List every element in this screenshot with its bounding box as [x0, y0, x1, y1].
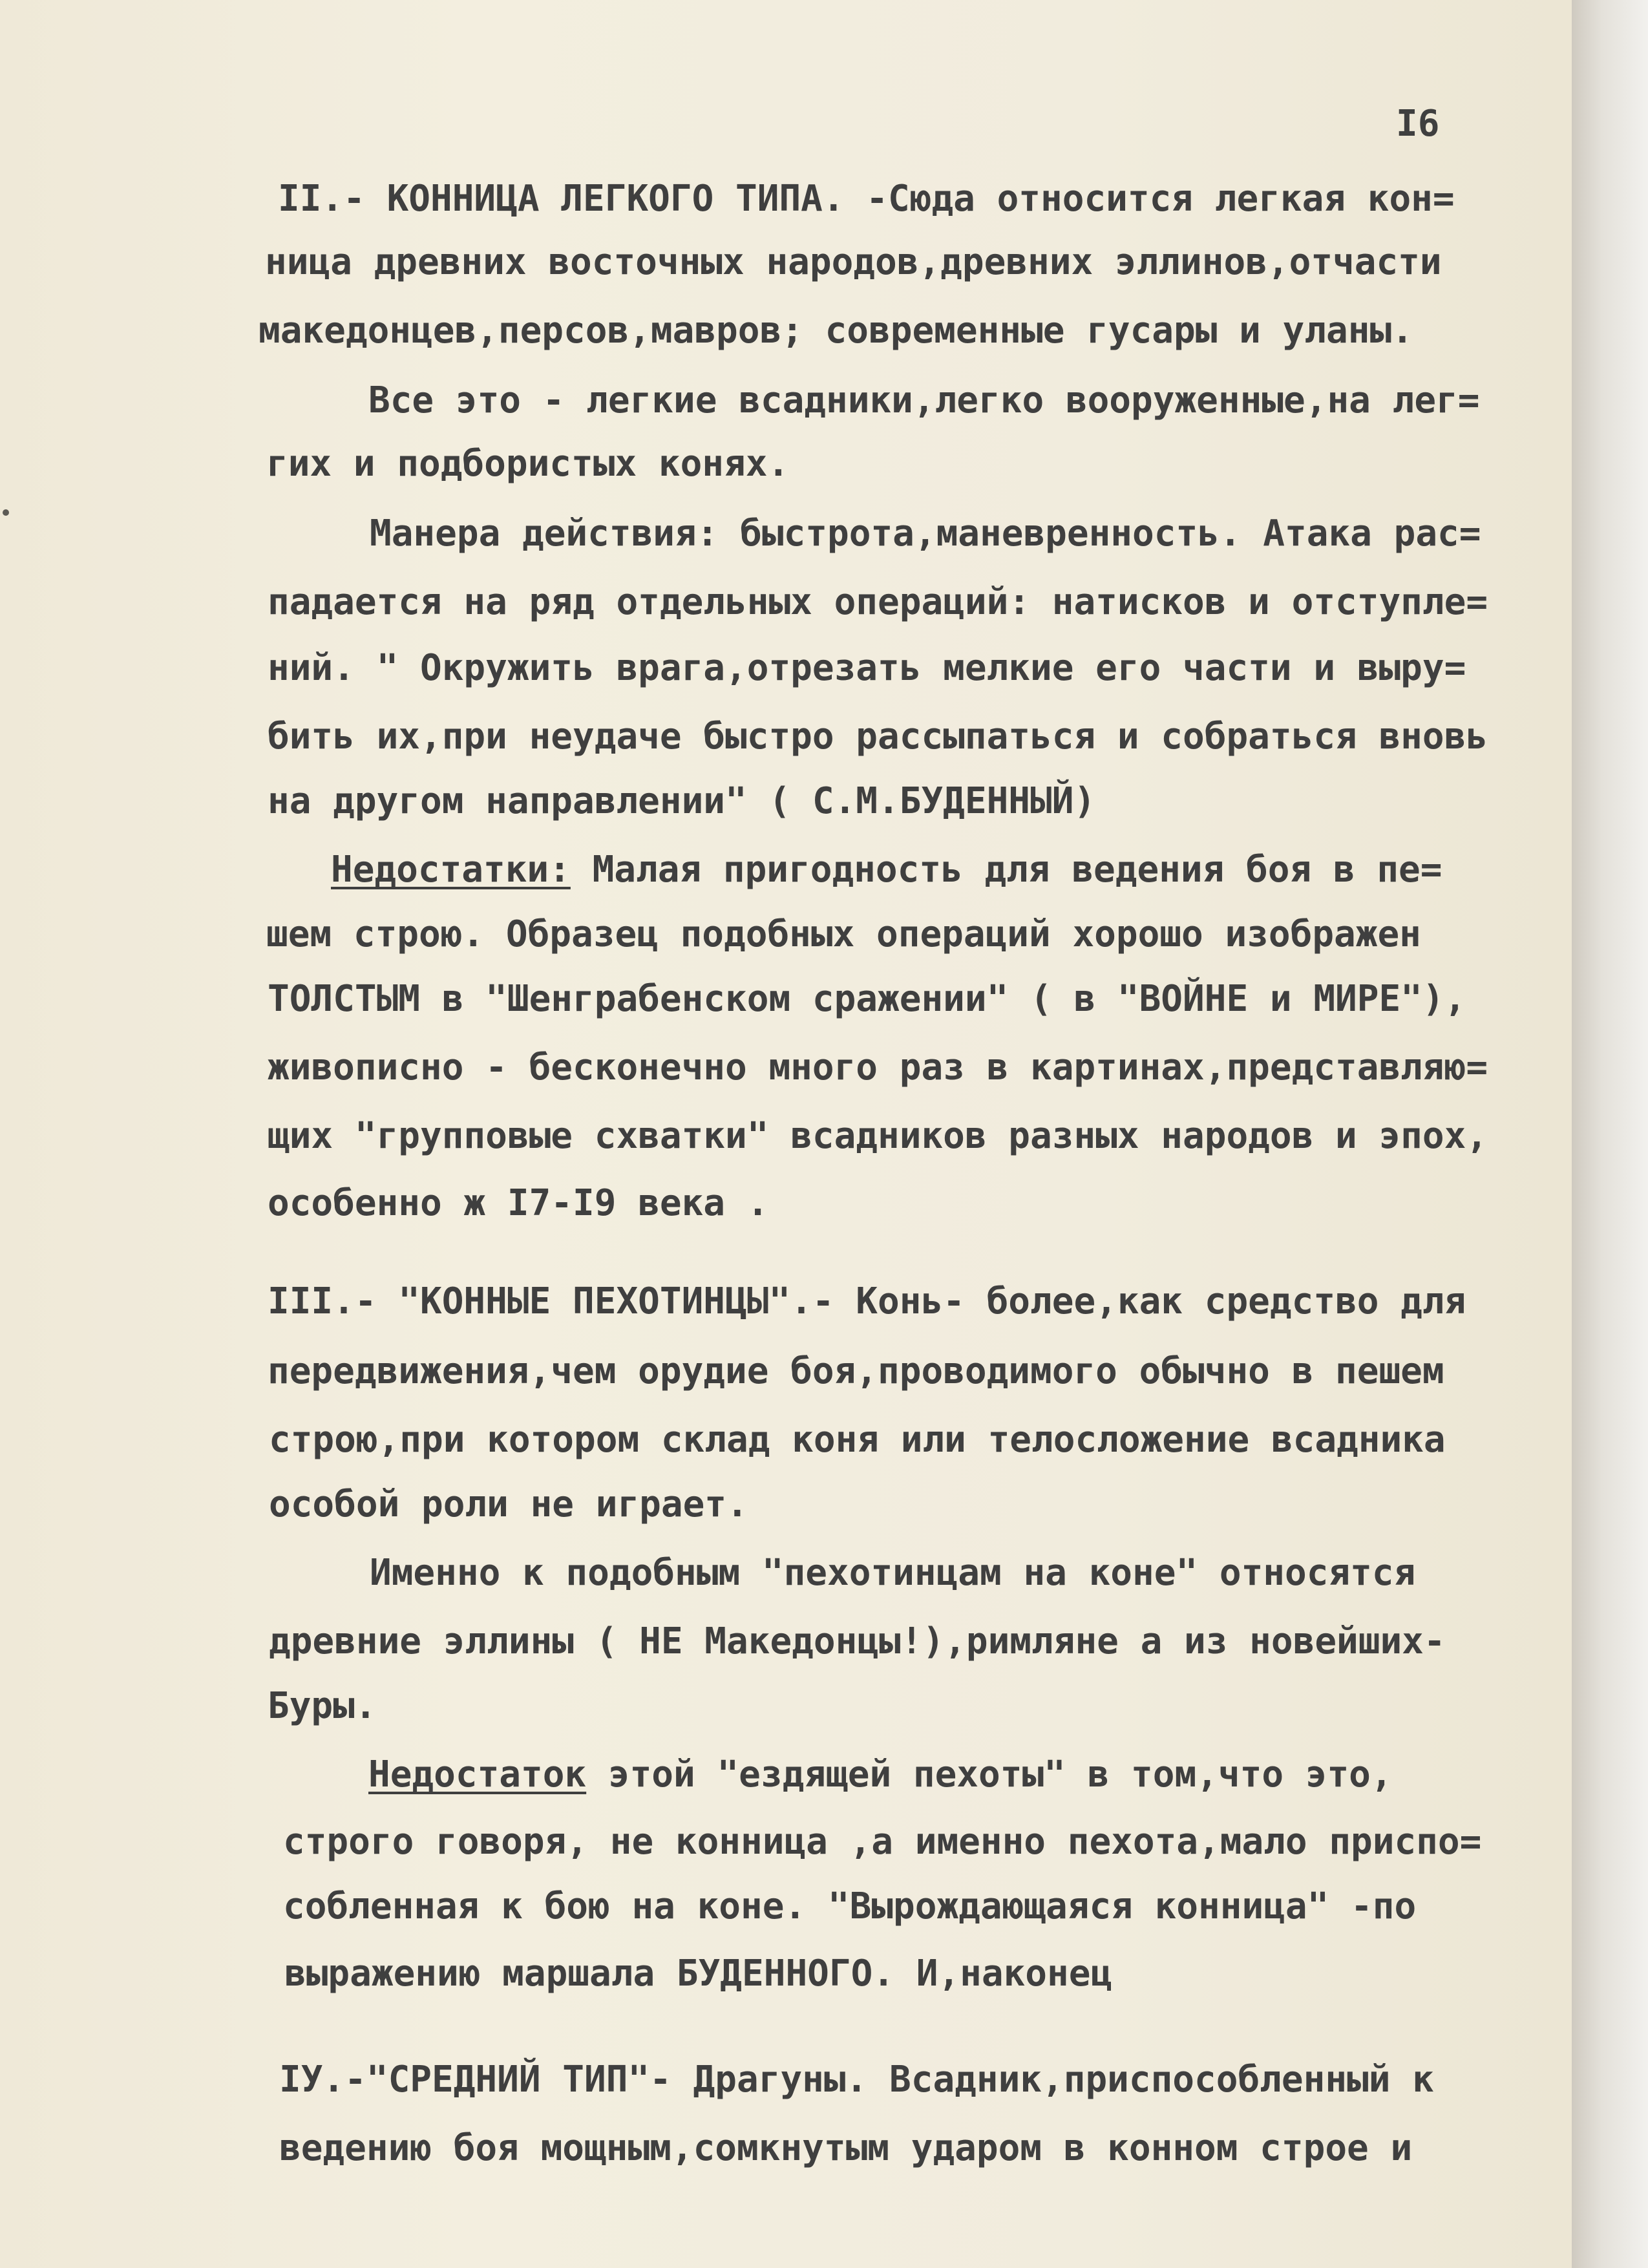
text-line: щих "групповые схватки" всадников разных народов и эпох, [268, 1115, 1488, 1157]
text-line: шем строю. Образец подобных операций хорошо изображен [266, 913, 1421, 955]
text-line: выражению маршала БУДЕННОГО. И,наконец [284, 1953, 1113, 1995]
text-line: Недостатки: Малая пригодность для ведения боя в пе= [331, 849, 1442, 891]
page-number: I6 [1396, 103, 1440, 145]
text-line: IУ.-"СРЕДНИЙ ТИП"- Драгуны. Всадник,приспособленный к [279, 2059, 1434, 2101]
text-line: Буры. [268, 1685, 377, 1727]
text-line: Все это - легкие всадники,легко вооруженные,на лег= [368, 379, 1480, 421]
text-line: древние эллины ( НЕ Македонцы!),римляне а из новейших- [269, 1620, 1446, 1662]
text-line: передвижения,чем орудие боя,проводимого обычно в пешем [268, 1350, 1444, 1392]
text-line: бить их,при неудаче быстро рассыпаться и собраться вновь [268, 715, 1488, 758]
text-line: особой роли не играет. [269, 1483, 748, 1525]
text-line: на другом направлении" ( С.М.БУДЕННЫЙ) [268, 780, 1096, 822]
text-line: ведению боя мощным,сомкнутым ударом в конном строе и [279, 2127, 1413, 2169]
text-line: строго говоря, не конница ,а именно пехота,мало приспо= [283, 1821, 1482, 1863]
text-line: македонцев,персов,мавров; современные гусары и уланы. [259, 310, 1413, 352]
text-line: Манера действия: быстрота,маневренность. Атака рас= [370, 513, 1481, 555]
scan-background-edge [1572, 0, 1648, 2268]
text-line: строю,при котором склад коня или телосложение всадника [269, 1419, 1446, 1461]
text-line: особенно ж I7-I9 века . [268, 1182, 769, 1224]
underlined-heading: Недостаток [368, 1754, 587, 1796]
text-line: II.- КОННИЦА ЛЕГКОГО ТИПА. -Сюда относится легкая кон= [278, 178, 1455, 220]
text-line: Именно к подобным "пехотинцам на коне" относятся [370, 1552, 1416, 1594]
text-line: III.- "КОННЫЕ ПЕХОТИНЦЫ".- Конь- более,как средство для [268, 1280, 1466, 1322]
paper-mark [3, 509, 9, 516]
text-line: живописно - бесконечно много раз в картинах,представляю= [268, 1046, 1488, 1088]
text-line: ний. " Окружить врага,отрезать мелкие его части и выру= [268, 647, 1466, 689]
text-line: ница древних восточных народов,древних эллинов,отчасти [265, 241, 1442, 283]
underlined-heading: Недостатки: [331, 849, 571, 891]
text-line: Недостаток этой "ездящей пехоты" в том,что это, [368, 1754, 1393, 1796]
text-line: гих и подбористых конях. [266, 443, 790, 485]
text-line: собленная к бою на коне. "Вырождающаяся конница" -по [283, 1885, 1417, 1927]
text-line: падается на ряд отдельных операций: натисков и отступле= [268, 581, 1488, 623]
text-line: ТОЛСТЫМ в "Шенграбенском сражении" ( в "ВОЙНЕ и МИРЕ"), [268, 978, 1466, 1020]
